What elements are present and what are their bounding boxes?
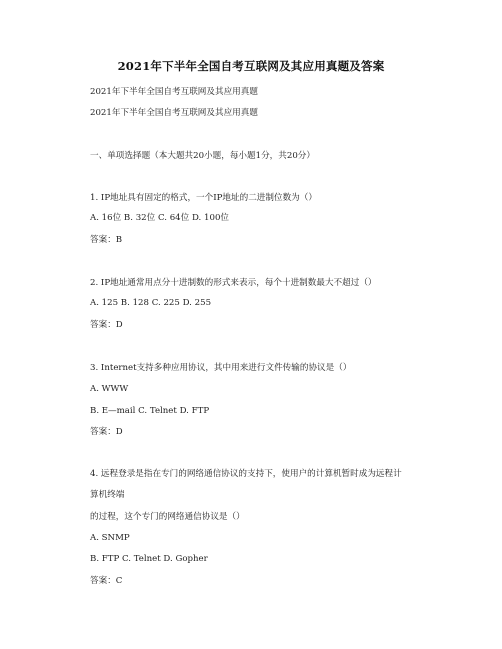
question-2-options: A. 125 B. 128 C. 225 D. 255 <box>90 298 212 308</box>
subtitle-line: 2021年下半年全国自考互联网及其应用真题 <box>90 108 258 118</box>
section-heading: 一、单项选择题（本大题共20小题，每小题1分，共20分） <box>90 151 315 161</box>
question-1-text: 1. IP地址具有固定的格式，一个IP地址的二进制位数为（） <box>90 193 317 203</box>
question-2-text: 2. IP地址通常用点分十进制数的形式来表示，每个十进制数最大不超过（） <box>90 278 377 288</box>
subtitle-line: 2021年下半年全国自考互联网及其应用真题 <box>90 87 258 97</box>
question-2-answer: 答案：D <box>90 320 123 330</box>
document-title: 2021年下半年全国自考互联网及其应用真题及答案 <box>117 59 385 73</box>
question-3-text: 3. Internet支持多种应用协议，其中用来进行文件传输的协议是（） <box>90 363 352 373</box>
question-4-option-a: A. SNMP <box>90 533 130 543</box>
question-3-options-bcd: B. E—mail C. Telnet D. FTP <box>90 406 210 416</box>
question-4-options-bcd: B. FTP C. Telnet D. Gopher <box>90 554 208 564</box>
question-1-options: A. 16位 B. 32位 C. 64位 D. 100位 <box>90 213 230 223</box>
question-1-answer: 答案：B <box>90 235 123 245</box>
question-3-answer: 答案：D <box>90 427 123 437</box>
question-3-option-a: A. WWW <box>90 384 129 394</box>
question-4-answer: 答案：C <box>90 576 123 586</box>
question-4-text: 4. 远程登录是指在专门的网络通信协议的支持下，使用户的计算机暂时成为远程计 <box>90 469 402 479</box>
question-4-text: 算机终端 <box>90 490 125 500</box>
question-4-text: 的过程，这个专门的网络通信协议是（） <box>90 512 245 522</box>
